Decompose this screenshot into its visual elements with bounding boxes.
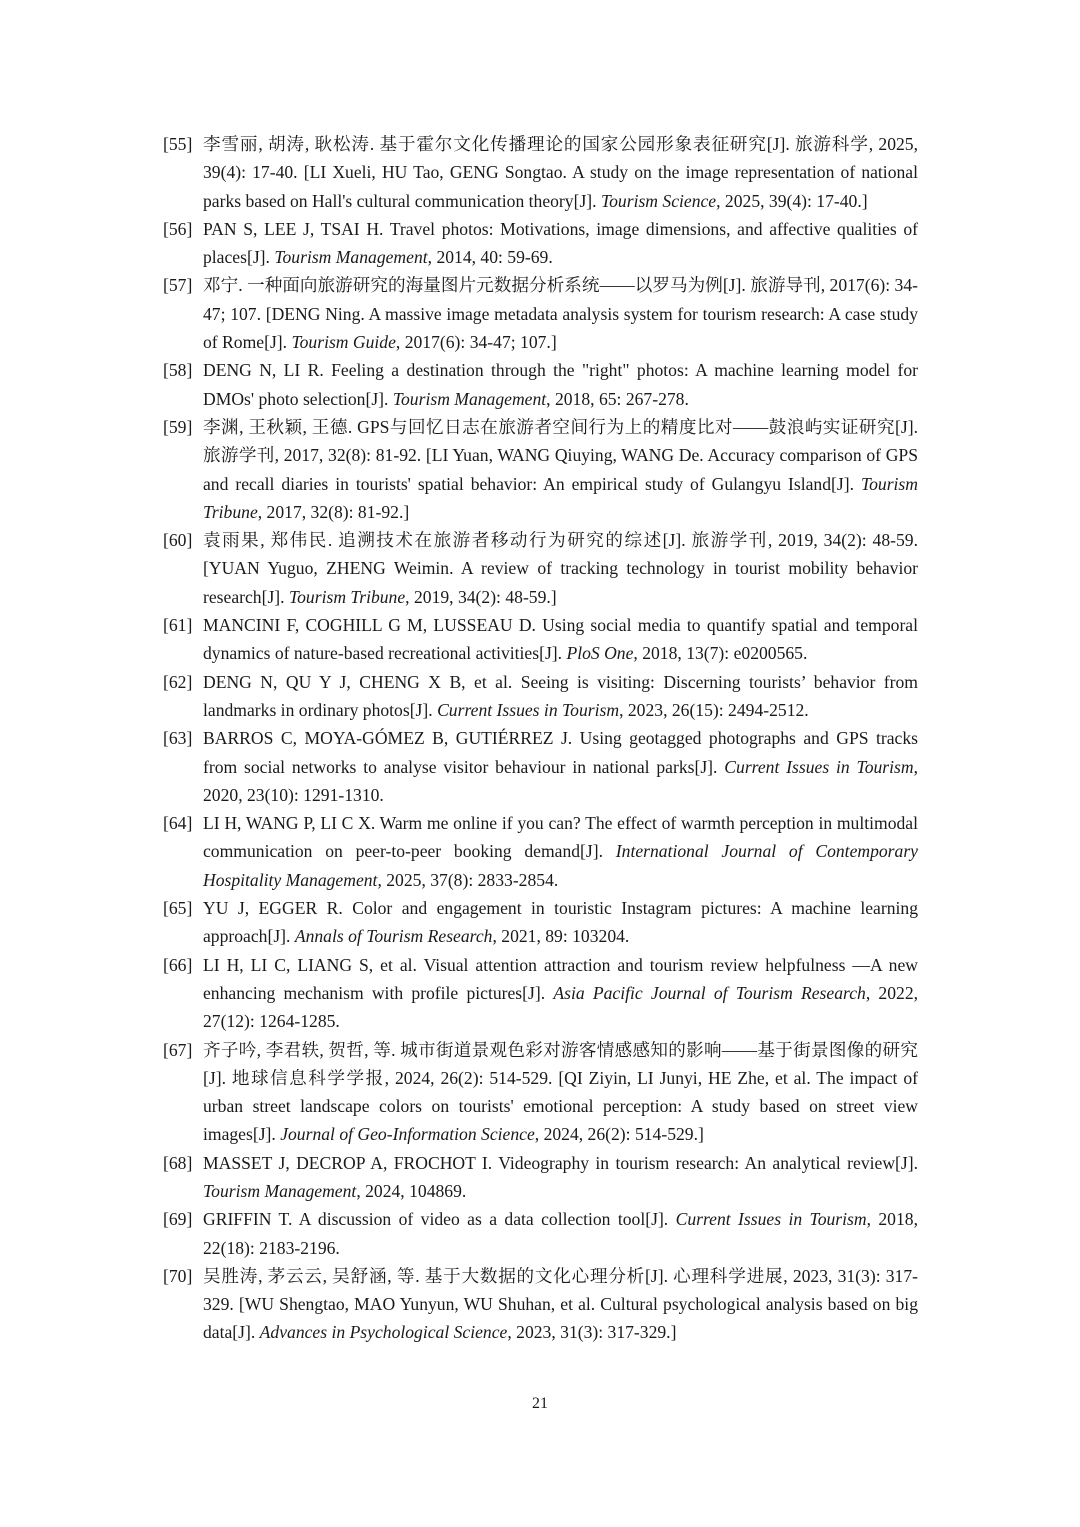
citation-text: 李雪丽, 胡涛, 耿松涛. 基于霍尔文化传播理论的国家公园形象表征研究[J]. 旅游科学, 2025, 39(4): 17-40. [LI Xueli, HU Tao, GENG Songtao. A study on the image representation of national parks based on Hall's cultural communication theory[J]. — [203, 134, 918, 211]
reference-text — [203, 1209, 918, 1257]
journal-title: International Journal of Contemporary Hospitality Management — [203, 841, 918, 890]
reference-text — [203, 955, 918, 1032]
reference-text — [203, 1153, 918, 1201]
reference-item — [163, 130, 918, 215]
citation-text: GRIFFIN T. A discussion of video as a data collection tool[J]. — [203, 1209, 676, 1230]
journal-title: Asia Pacific Journal of Tourism Research — [553, 982, 866, 1003]
reference-item — [163, 526, 918, 611]
citation-text: PAN S, LEE J, TSAI H. Travel photos: Motivations, image dimensions, and affective qualities of places[J]. — [203, 218, 918, 268]
citation-text: DENG N, LI R. Feeling a destination through the "right" photos: A machine learning model for DMOs' photo selection[J]. — [203, 360, 918, 409]
journal-title: Tourism Management — [203, 1180, 357, 1201]
reference-text — [203, 360, 918, 408]
reference-text — [203, 1040, 918, 1145]
reference-number: [67] — [163, 1039, 193, 1060]
reference-number: [60] — [163, 530, 193, 551]
reference-text — [203, 1266, 918, 1343]
reference-item — [163, 271, 918, 356]
reference-item — [163, 951, 918, 1036]
citation-text: BARROS C, MOYA-GÓMEZ B, GUTIÉRREZ J. Using geotagged photographs and GPS tracks from social networks to analyse visitor behaviour in national parks[J]. — [203, 728, 918, 777]
page-number: 21 — [532, 1395, 548, 1412]
reference-item — [163, 1205, 918, 1262]
reference-item — [163, 413, 918, 526]
reference-number: [57] — [163, 275, 193, 296]
reference-item — [163, 894, 918, 951]
citation-text: LI H, WANG P, LI C X. Warm me online if you can? The effect of warmth perception in multimodal communication on peer-to-peer booking demand[J]. — [203, 813, 918, 862]
reference-item — [163, 611, 918, 668]
reference-item — [163, 1149, 918, 1206]
reference-item — [163, 668, 918, 725]
citation-text: 袁雨果, 郑伟民. 追溯技术在旅游者移动行为研究的综述[J]. 旅游学刊, 2019, 34(2): 48-59. [YUAN Yuguo, ZHENG Weimin. A review of tracking technology in tourist mobility behavior research[J]. — [203, 530, 918, 607]
citation-text: MANCINI F, COGHILL G M, LUSSEAU D. Using social media to quantify spatial and temporal dynamics of nature-based recreational activities[J]. — [203, 615, 918, 664]
reference-text — [203, 530, 918, 607]
journal-title: Current Issues in Tourism — [437, 699, 620, 720]
reference-number: [64] — [163, 813, 193, 834]
reference-list — [163, 130, 918, 1347]
reference-number: [55] — [163, 134, 193, 154]
citation-text: , 2021, 89: 103204. — [492, 926, 630, 947]
journal-title: Tourism Management — [274, 247, 428, 268]
citation-text: , 2020, 23(10): 1291-1310. — [203, 756, 918, 805]
citation-text: , 2023, 26(15): 2494-2512. — [619, 699, 809, 720]
citation-text: , 2017(6): 34-47; 107.] — [395, 332, 557, 353]
journal-title: Tourism Tribune — [203, 473, 918, 522]
reference-number: [63] — [163, 728, 193, 749]
citation-text: , 2025, 37(8): 2833-2854. — [377, 869, 559, 890]
journal-title: Advances in Psychological Science — [259, 1322, 508, 1343]
reference-item — [163, 724, 918, 809]
citation-text: LI H, LI C, LIANG S, et al. Visual attention attraction and tourism review helpfulness —A new enhancing mechanism with profile pictures[J]. — [203, 954, 918, 1003]
journal-title: Tourism Tribune — [288, 586, 406, 607]
journal-title: Current Issues in Tourism — [675, 1209, 867, 1230]
citation-text: MASSET J, DECROP A, FROCHOT I. Videography in tourism research: An analytical review[J]. — [203, 1152, 918, 1173]
reference-item — [163, 809, 918, 894]
citation-text: , 2014, 40: 59-69. — [427, 247, 553, 268]
reference-number: [61] — [163, 615, 193, 636]
citation-text: YU J, EGGER R. Color and engagement in touristic Instagram pictures: A machine learning approach[J]. — [203, 898, 918, 947]
citation-text: 吴胜涛, 茅云云, 吴舒涵, 等. 基于大数据的文化心理分析[J]. 心理科学进展, 2023, 31(3): 317-329. [WU Shengtao, MAO Yunyun, WU Shuhan, et al. Cultural psychological analysis based on big data[J]. — [203, 1265, 918, 1343]
reference-number: [56] — [163, 218, 193, 239]
reference-text — [203, 728, 918, 805]
journal-title: Tourism Guide — [291, 332, 396, 353]
journal-title: Tourism Management — [392, 388, 547, 409]
journal-title: Annals of Tourism Research — [294, 926, 493, 947]
citation-text: , 2018, 65: 267-278. — [546, 388, 689, 409]
reference-number: [62] — [163, 671, 193, 692]
reference-item — [163, 1262, 918, 1347]
citation-text: 邓宁. 一种面向旅游研究的海量图片元数据分析系统——以罗马为例[J]. 旅游导刊, 2017(6): 34-47; 107. [DENG Ning. A massive image metadata analysis system for tourism research: A case study of Rome[J]. — [203, 275, 918, 353]
reference-number: [58] — [163, 360, 193, 381]
citation-text: , 2018, 13(7): e0200565. — [633, 643, 808, 664]
reference-text — [203, 417, 918, 522]
journal-title: Journal of Geo-Information Science — [280, 1124, 535, 1145]
reference-number: [65] — [163, 898, 193, 919]
reference-number: [68] — [163, 1152, 193, 1173]
citation-text: 齐子吟, 李君轶, 贺哲, 等. 城市街道景观色彩对游客情感感知的影响——基于街景图像的研究[J]. 地球信息科学学报, 2024, 26(2): 514-529. [QI Ziyin, LI Junyi, HE Zhe, et al. The impact of urban street landscape colors on tourists' emotional perception: A study based on street view images[J]. — [203, 1039, 918, 1145]
citation-text: , 2023, 31(3): 317-329.] — [507, 1322, 677, 1343]
reference-text — [203, 898, 918, 946]
citation-text: , 2022, 27(12): 1264-1285. — [203, 982, 919, 1032]
reference-text — [203, 813, 918, 890]
reference-number: [66] — [163, 954, 193, 975]
reference-text — [203, 672, 918, 720]
reference-text — [203, 134, 918, 211]
reference-item — [163, 1036, 918, 1149]
reference-item — [163, 356, 918, 413]
citation-text: , 2024, 104869. — [356, 1180, 467, 1201]
citation-text: , 2018, 22(18): 2183-2196. — [203, 1209, 918, 1258]
journal-title: PloS One — [566, 643, 634, 664]
reference-number: [70] — [163, 1265, 193, 1286]
reference-number: [59] — [163, 416, 193, 437]
reference-text — [203, 275, 918, 352]
journal-title: Tourism Science — [600, 190, 717, 211]
reference-text — [203, 219, 918, 267]
journal-title: Current Issues in Tourism — [724, 756, 914, 777]
citation-text: , 2017, 32(8): 81-92.] — [257, 501, 410, 522]
citation-text: , 2024, 26(2): 514-529.] — [534, 1124, 704, 1145]
citation-text: , 2025, 39(4): 17-40.] — [716, 190, 868, 211]
citation-text: , 2019, 34(2): 48-59.] — [405, 586, 557, 607]
reference-item — [163, 215, 918, 272]
citation-text: DENG N, QU Y J, CHENG X B, et al. Seeing is visiting: Discerning tourists’ behavior from landmarks in ordinary photos[J]. — [203, 671, 918, 720]
citation-text: 李渊, 王秋颖, 王德. GPS与回忆日志在旅游者空间行为上的精度比对——鼓浪屿实证研究[J]. 旅游学刊, 2017, 32(8): 81-92. [LI Yuan, WANG Qiuying, WANG De. Accuracy comparison of GPS and recall diaries in tourists' spatial behavior: An empirical study of Gulangyu Island[J]. — [203, 416, 918, 494]
reference-number: [69] — [163, 1209, 193, 1230]
reference-text — [203, 615, 918, 663]
